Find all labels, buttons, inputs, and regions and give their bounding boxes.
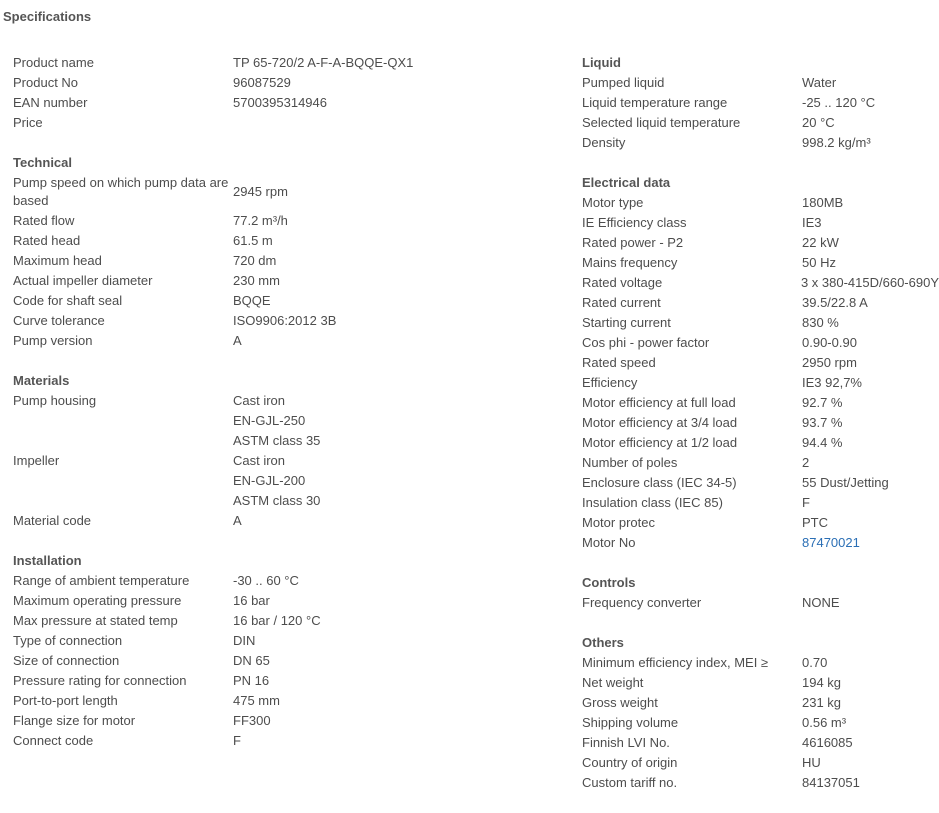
spec-value: 180MB: [802, 195, 844, 210]
liquid-section: [582, 53, 939, 153]
spec-values: [233, 571, 299, 591]
spec-values: [801, 273, 939, 293]
spec-value: 39.5/22.8 A: [802, 295, 868, 310]
spec-row: [13, 391, 553, 451]
spec-value: 0.56 m³: [802, 715, 847, 730]
installation-section: [13, 551, 553, 751]
spec-row: [13, 291, 553, 311]
spec-row: [13, 93, 553, 113]
spec-value: 4616085: [802, 735, 853, 750]
spec-values: [802, 93, 875, 113]
product-section: [13, 53, 553, 133]
technical-section: [13, 153, 553, 351]
spec-label: Cos phi - power factor: [582, 335, 710, 350]
spec-values: [802, 113, 835, 133]
spec-values: [233, 173, 288, 202]
spec-row: [582, 513, 939, 533]
spec-values: [233, 731, 241, 751]
spec-values: [233, 53, 413, 73]
spec-values: [802, 693, 841, 713]
spec-value: 3 x 380-415D/660-690Y: [800, 275, 939, 290]
spec-values: [802, 513, 828, 533]
spec-row: [582, 73, 939, 93]
spec-label: Rated voltage: [582, 275, 663, 290]
spec-values: [233, 671, 269, 691]
spec-value: 61.5 m: [233, 233, 273, 248]
spec-row: [582, 773, 939, 793]
spec-values: [233, 711, 271, 731]
spec-value: 998.2 kg/m³: [802, 135, 871, 150]
spec-values: [802, 73, 836, 93]
spec-label: Pumped liquid: [582, 75, 665, 90]
spec-value: 96087529: [233, 75, 291, 90]
section-heading: Electrical data: [582, 175, 671, 190]
spec-values: [802, 653, 827, 673]
spec-value: 0.90-0.90: [802, 335, 857, 350]
materials-section: [13, 371, 553, 531]
spec-value: ASTM class 30: [233, 493, 321, 508]
spec-row: [13, 231, 553, 251]
spec-value: ISO9906:2012 3B: [233, 313, 337, 328]
spec-label: EAN number: [13, 95, 88, 110]
spec-value: IE3 92,7%: [802, 375, 862, 390]
spec-value: 194 kg: [802, 675, 842, 690]
spec-row: [13, 651, 553, 671]
spec-row: [582, 673, 939, 693]
spec-label: Range of ambient temperature: [13, 573, 190, 588]
spec-label: Rated head: [13, 233, 81, 248]
spec-values: [233, 631, 255, 651]
spec-value: 16 bar: [233, 593, 270, 608]
spec-row: [13, 671, 553, 691]
spec-value: 5700395314946: [233, 95, 327, 110]
spec-label: Maximum operating pressure: [13, 593, 182, 608]
spec-label: Material code: [13, 513, 92, 528]
spec-value: EN-GJL-200: [233, 473, 306, 488]
spec-values: [802, 373, 862, 393]
spec-value: IE3: [802, 215, 822, 230]
spec-value: BQQE: [233, 293, 271, 308]
spec-row: [582, 293, 939, 313]
spec-label: Impeller: [13, 453, 60, 468]
spec-row: [582, 733, 939, 753]
spec-values: [802, 473, 889, 493]
spec-row: [582, 373, 939, 393]
spec-value: 94.4 %: [802, 435, 843, 450]
spec-row: [582, 333, 939, 353]
spec-row: [582, 533, 939, 553]
spec-row: [582, 193, 939, 213]
electrical-data-section: [582, 173, 939, 553]
spec-values: [802, 233, 839, 253]
spec-label: Insulation class (IEC 85): [582, 495, 723, 510]
spec-values: [233, 231, 273, 251]
spec-row: [13, 591, 553, 611]
spec-label: Pump housing: [13, 393, 97, 408]
spec-row: [582, 413, 939, 433]
spec-value: 84137051: [802, 775, 860, 790]
spec-value: 720 dm: [233, 253, 277, 268]
spec-value: 77.2 m³/h: [233, 213, 288, 228]
spec-value: Cast iron: [233, 453, 286, 468]
spec-label: Number of poles: [582, 455, 678, 470]
spec-row: [582, 93, 939, 113]
motor-no-link[interactable]: 87470021: [802, 535, 860, 550]
spec-value: EN-GJL-250: [233, 413, 306, 428]
spec-row: [13, 173, 553, 211]
spec-values: [802, 493, 810, 513]
right-column: [582, 53, 939, 813]
spec-values: [802, 753, 821, 773]
spec-value: F: [233, 733, 241, 748]
spec-values: [233, 271, 280, 291]
spec-label: Gross weight: [582, 695, 658, 710]
spec-value: A: [233, 513, 242, 528]
spec-row: [13, 251, 553, 271]
spec-label: Product No: [13, 75, 79, 90]
spec-row: [582, 433, 939, 453]
spec-label: Size of connection: [13, 653, 120, 668]
spec-value: 22 kW: [802, 235, 839, 250]
spec-label: Liquid temperature range: [582, 95, 728, 110]
spec-values: [233, 211, 288, 231]
spec-label: Type of connection: [13, 633, 123, 648]
spec-row: [582, 753, 939, 773]
spec-value: Water: [802, 75, 837, 90]
spec-value: ASTM class 35: [233, 433, 321, 448]
spec-values: [233, 251, 276, 271]
spec-label: Rated power - P2: [582, 235, 684, 250]
spec-values: [802, 213, 822, 233]
spec-label: Mains frequency: [582, 255, 678, 270]
spec-label: Custom tariff no.: [582, 775, 678, 790]
spec-value: 830 %: [802, 315, 839, 330]
spec-values: [802, 333, 857, 353]
spec-row: [582, 653, 939, 673]
spec-values: [802, 393, 842, 413]
spec-row: [582, 273, 939, 293]
spec-row: [13, 511, 553, 531]
spec-label: Net weight: [582, 675, 644, 690]
section-heading: Controls: [582, 575, 636, 590]
spec-values: [802, 673, 841, 693]
spec-label: Product name: [13, 55, 94, 70]
spec-values: [233, 311, 336, 331]
spec-label: Motor efficiency at 1/2 load: [582, 435, 738, 450]
spec-value: 50 Hz: [802, 255, 836, 270]
spec-values: [802, 433, 842, 453]
spec-label: Selected liquid temperature: [582, 115, 741, 130]
spec-values: [802, 133, 871, 153]
spec-value: Cast iron: [233, 393, 286, 408]
spec-value: 230 mm: [233, 273, 280, 288]
spec-value: 231 kg: [802, 695, 842, 710]
spec-values: [233, 511, 242, 531]
spec-label: Minimum efficiency index, MEI ≥: [582, 655, 769, 670]
spec-value: 92.7 %: [802, 395, 843, 410]
spec-label: Motor No: [582, 535, 636, 550]
spec-row: [13, 451, 553, 511]
spec-row: [582, 713, 939, 733]
spec-value: 0.70: [802, 655, 828, 670]
section-heading: Installation: [13, 553, 82, 568]
section-heading: Materials: [13, 373, 70, 388]
spec-row: [13, 311, 553, 331]
spec-value: A: [233, 333, 242, 348]
spec-value: F: [802, 495, 810, 510]
spec-label: Port-to-port length: [13, 693, 118, 708]
spec-label: Rated speed: [582, 355, 656, 370]
spec-value: DN 65: [233, 653, 270, 668]
spec-row: [13, 631, 553, 651]
spec-values: [802, 293, 868, 313]
spec-value: 2945 rpm: [233, 184, 288, 199]
spec-label: Rated current: [582, 295, 661, 310]
spec-label: Starting current: [582, 315, 671, 330]
spec-row: [582, 353, 939, 373]
spec-row: [582, 593, 939, 613]
spec-values: [233, 93, 327, 113]
spec-values: [802, 773, 860, 793]
spec-values: [802, 313, 839, 333]
spec-row: [13, 571, 553, 591]
spec-row: [582, 453, 939, 473]
spec-label: Motor efficiency at 3/4 load: [582, 415, 738, 430]
spec-row: [582, 233, 939, 253]
spec-values: [233, 391, 320, 451]
spec-row: [13, 691, 553, 711]
spec-label: Rated flow: [13, 213, 75, 228]
spec-values: [233, 331, 242, 351]
spec-values: [802, 253, 836, 273]
spec-row: [13, 211, 553, 231]
spec-row: [13, 331, 553, 351]
spec-value: DIN: [233, 633, 256, 648]
spec-row: [582, 213, 939, 233]
spec-values: [802, 353, 857, 373]
spec-value: FF300: [233, 713, 271, 728]
spec-value: 16 bar / 120 °C: [233, 613, 321, 628]
spec-row: [13, 53, 553, 73]
spec-label: Pump speed on which pump data are based: [13, 175, 229, 208]
spec-values: [233, 611, 321, 631]
spec-values: [233, 291, 271, 311]
spec-values: [233, 73, 291, 93]
spec-label: Pressure rating for connection: [13, 673, 187, 688]
spec-row: [582, 693, 939, 713]
spec-values: [802, 413, 842, 433]
spec-label: Country of origin: [582, 755, 678, 770]
spec-row: [13, 113, 553, 133]
spec-value: PN 16: [233, 673, 270, 688]
spec-label: Connect code: [13, 733, 94, 748]
spec-label: Enclosure class (IEC 34-5): [582, 475, 737, 490]
spec-label: Curve tolerance: [13, 313, 105, 328]
spec-label: IE Efficiency class: [582, 215, 687, 230]
spec-values: [233, 451, 320, 511]
spec-values: [233, 591, 270, 611]
spec-label: Density: [582, 135, 626, 150]
page-title: Specifications: [3, 9, 92, 24]
spec-row: [582, 253, 939, 273]
spec-label: Motor type: [582, 195, 644, 210]
controls-section: [582, 573, 939, 613]
spec-value: NONE: [802, 595, 840, 610]
spec-row: [13, 73, 553, 93]
spec-value: TP 65-720/2 A-F-A-BQQE-QX1: [233, 55, 414, 70]
spec-value: HU: [802, 755, 821, 770]
section-heading: Liquid: [582, 55, 621, 70]
spec-value: 475 mm: [233, 693, 280, 708]
spec-values: [802, 733, 853, 753]
spec-value: 93.7 %: [802, 415, 843, 430]
spec-label: Frequency converter: [582, 595, 702, 610]
spec-values: [233, 691, 280, 711]
spec-label: Flange size for motor: [13, 713, 136, 728]
spec-label: Pump version: [13, 333, 93, 348]
spec-values: [802, 593, 840, 613]
spec-row: [582, 133, 939, 153]
spec-row: [13, 731, 553, 751]
spec-label: Max pressure at stated temp: [13, 613, 178, 628]
spec-row: [582, 313, 939, 333]
spec-row: [13, 271, 553, 291]
spec-row: [582, 113, 939, 133]
spec-values: [802, 533, 860, 553]
spec-label: Maximum head: [13, 253, 102, 268]
others-section: [582, 633, 939, 793]
section-heading: Others: [582, 635, 624, 650]
spec-label: Motor efficiency at full load: [582, 395, 736, 410]
spec-label: Actual impeller diameter: [13, 273, 153, 288]
spec-row: [13, 711, 553, 731]
spec-label: Motor protec: [582, 515, 655, 530]
spec-label: Code for shaft seal: [13, 293, 123, 308]
spec-values: [802, 193, 843, 213]
spec-value: 20 °C: [802, 115, 835, 130]
spec-row: [582, 473, 939, 493]
spec-label: Price: [13, 115, 43, 130]
spec-values: [802, 713, 846, 733]
spec-row: [582, 493, 939, 513]
section-heading: Technical: [13, 155, 73, 170]
spec-value: PTC: [802, 515, 828, 530]
spec-value: 55 Dust/Jetting: [802, 475, 889, 490]
spec-row: [13, 611, 553, 631]
spec-label: Finnish LVI No.: [582, 735, 670, 750]
spec-value: -25 .. 120 °C: [802, 95, 876, 110]
spec-label: Shipping volume: [582, 715, 679, 730]
spec-value: 2950 rpm: [802, 355, 857, 370]
left-column: [13, 53, 553, 771]
spec-values: [233, 651, 270, 671]
spec-value: -30 .. 60 °C: [233, 573, 299, 588]
spec-label: Efficiency: [582, 375, 638, 390]
spec-values: [802, 453, 809, 473]
spec-row: [582, 393, 939, 413]
spec-value: 2: [802, 455, 810, 470]
